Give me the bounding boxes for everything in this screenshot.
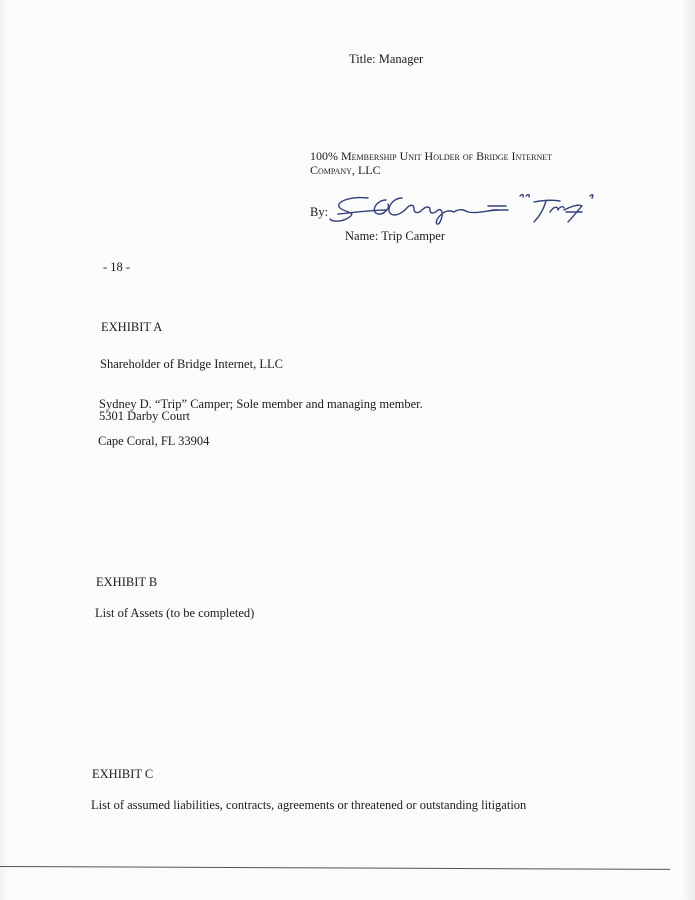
scan-edge-right [681,0,695,900]
exhibit-a-heading: EXHIBIT A [101,320,163,334]
exhibit-c-heading: EXHIBIT C [92,767,154,781]
scan-edge-left [0,0,8,900]
page-bottom-rule [0,866,670,870]
exhibit-b-body: List of Assets (to be completed) [95,606,255,620]
membership-holder-line-2: Company, LLC [310,163,381,177]
exhibit-a-address-line: 5301 Darby Court [99,409,190,423]
exhibit-a-member-line: Sydney D. “Trip” Camper; Sole member and managing member. [99,397,423,411]
exhibit-a-subheading: Shareholder of Bridge Internet, LLC [100,357,283,371]
signer-name-line: Name: Trip Camper [345,229,445,243]
handwritten-signature [328,192,603,228]
by-label: By: [310,205,329,219]
membership-holder-line-1: 100% Membership Unit Holder of Bridge Internet [310,149,552,163]
page-number: - 18 - [103,260,131,274]
exhibit-b-heading: EXHIBIT B [96,575,158,589]
title-line: Title: Manager [349,52,424,66]
exhibit-a-city-line: Cape Coral, FL 33904 [98,434,210,448]
exhibit-c-body: List of assumed liabilities, contracts, agreements or threatened or outstanding litigation [91,798,527,812]
